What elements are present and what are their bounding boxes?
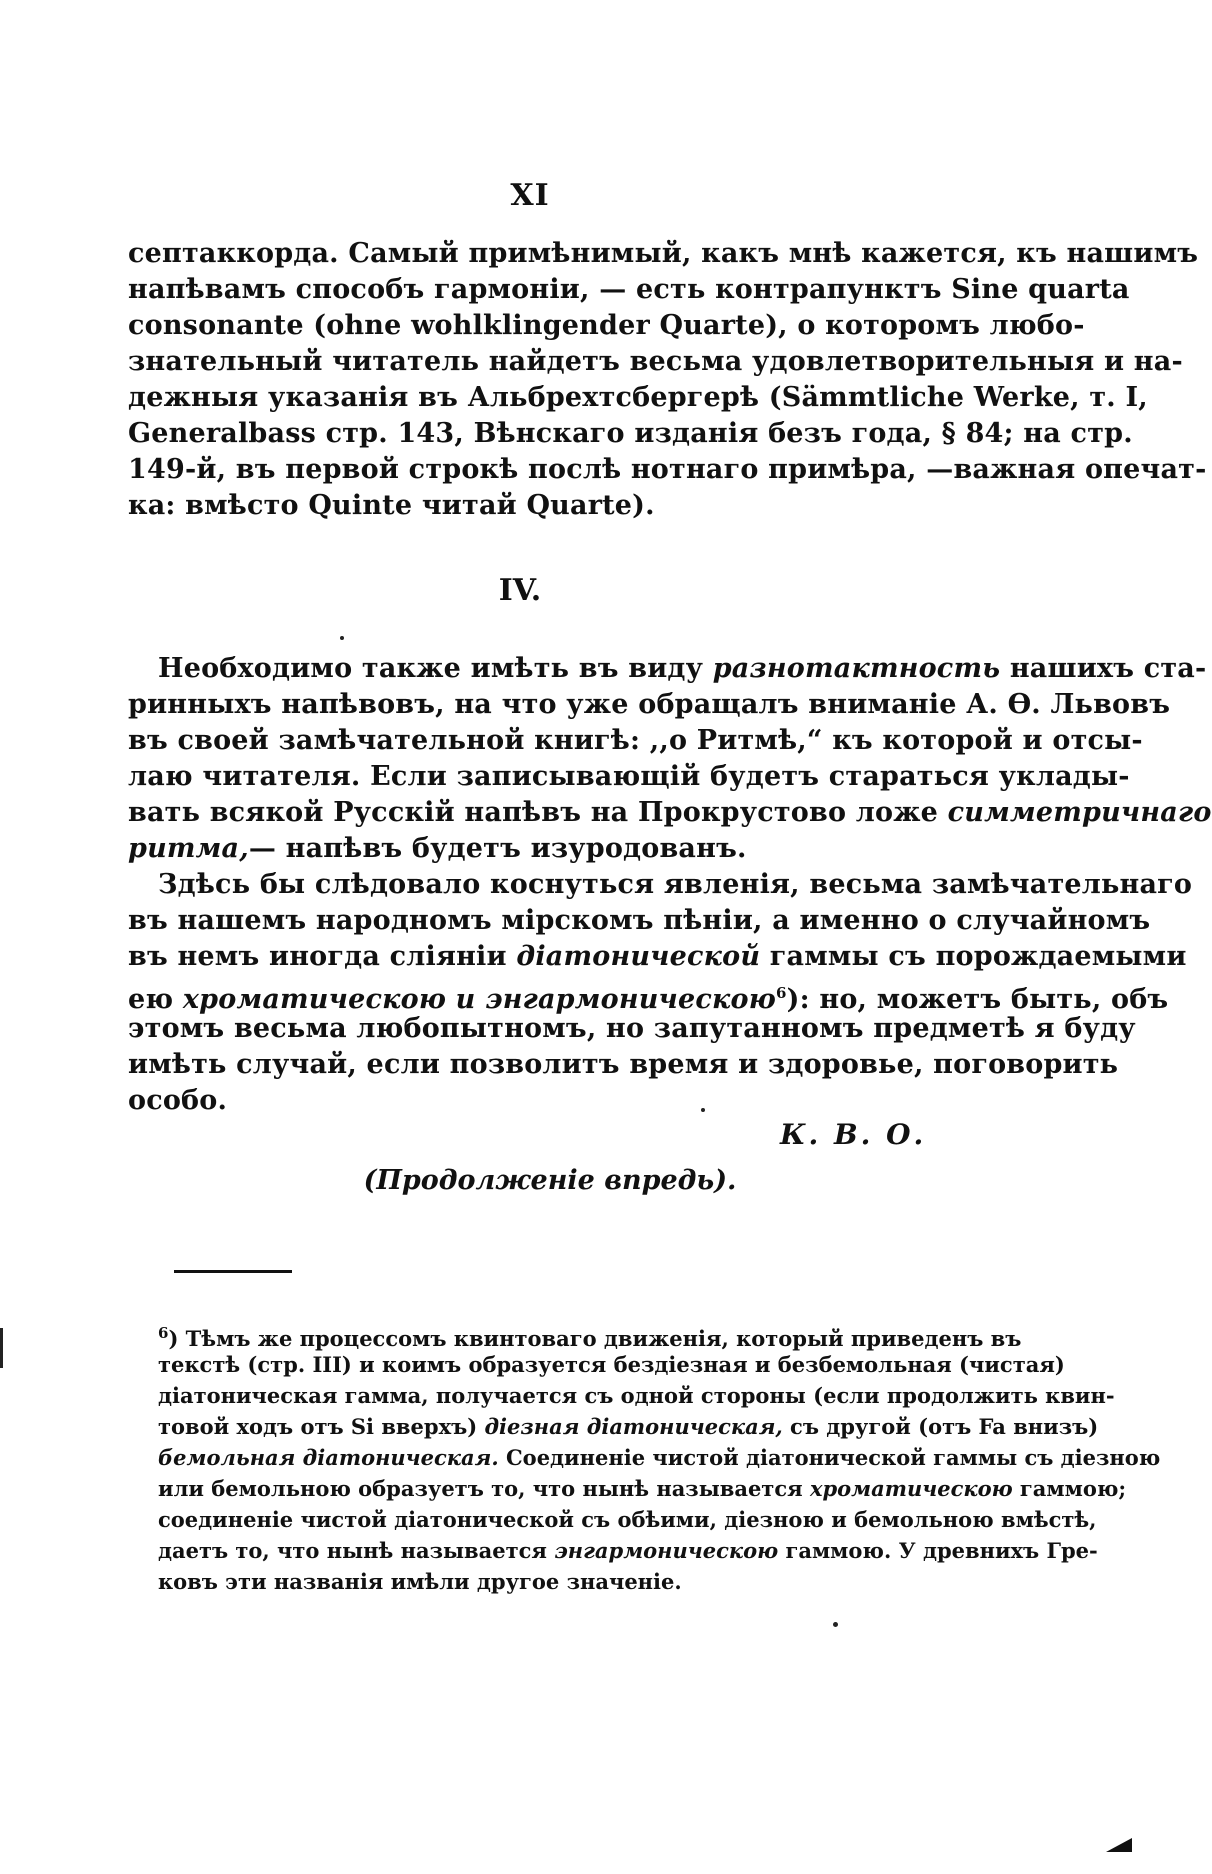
text-run: гаммы съ порождаемыми — [760, 941, 1187, 972]
text-run: даетъ то, что нынѣ называется — [158, 1538, 555, 1563]
author-signature: К. В. О. — [780, 1118, 927, 1151]
text-line: дежныя указанія въ Альбрехтсбергерѣ (Sämmtliche Werke, т. I, — [128, 382, 1148, 413]
italic-term: бемольная діатоническая. — [158, 1445, 499, 1470]
text-line — [128, 939, 1187, 975]
text-run: гаммою; — [1012, 1476, 1127, 1501]
text-run: нашихъ ста- — [1000, 653, 1207, 684]
text-run: ею — [128, 984, 183, 1015]
footnote-line: діатоническая гамма, получается съ одной стороны (если продолжить квин- — [158, 1383, 1115, 1408]
text-run: товой ходъ отъ Si вверхъ) — [158, 1414, 485, 1439]
text-line: ка: вмѣсто Quinte читай Quarte). — [128, 490, 655, 521]
text-run: ) Тѣмъ же процессомъ квинтоваго движенія, который приведенъ въ — [168, 1326, 1022, 1351]
footnote-line — [158, 1473, 1127, 1504]
text-line: consonante (ohne wohlklingender Quarte), о которомъ любо- — [128, 310, 1085, 341]
text-run: или бемольною образуетъ то, что нынѣ называется — [158, 1476, 810, 1501]
text-run: вать всякой Русскій напѣвъ на Прокрустово ложе — [128, 797, 948, 828]
paragraph-rhythm — [128, 651, 1212, 1119]
text-line: 149-й, въ первой строкѣ послѣ нотнаго примѣра, —важная опечат- — [128, 454, 1207, 485]
text-line: ринныхъ напѣвовъ, на что уже обращалъ вниманіе А. Ѳ. Львовъ — [128, 689, 1171, 720]
text-run: Соединеніе чистой діатонической гаммы съ діезною — [498, 1445, 1161, 1470]
text-line — [128, 831, 923, 867]
text-line — [128, 975, 1169, 1015]
text-run: гаммою. У древнихъ Гре- — [778, 1538, 1098, 1563]
footnote — [158, 1318, 1161, 1597]
text-line — [128, 795, 1212, 831]
text-run: ): но, можетъ быть, объ — [786, 984, 1169, 1015]
paragraph-contrapuntal — [128, 236, 1207, 524]
italic-term: хроматическою — [809, 1476, 1013, 1501]
page-number: XI — [510, 178, 550, 213]
italic-term: ритма, — [128, 833, 249, 864]
italic-term: діатонической — [516, 941, 761, 972]
footnote-line: текстѣ (стр. III) и коимъ образуется бездіезная и безбемольная (чистая) — [158, 1352, 1065, 1377]
text-line: имѣть случай, если позволитъ время и здоровье, поговорить — [128, 1049, 1119, 1080]
text-line: Generalbass стр. 143, Вѣнскаго изданія безъ года, § 84; на стр. — [128, 418, 1133, 449]
scan-speck — [701, 1108, 705, 1112]
footnote-line — [158, 1535, 1098, 1566]
italic-term: энгармоническою — [554, 1538, 779, 1563]
italic-term: разнотактность — [712, 653, 1001, 684]
footnote-line — [158, 1442, 1161, 1473]
footnote-line: соединеніе чистой діатонической съ обѣими, діезною и бемольною вмѣстѣ, — [158, 1507, 1097, 1532]
scan-speck — [833, 1622, 838, 1627]
text-line: напѣвамъ способъ гармоніи, — есть контрапунктъ Sine quarta — [128, 274, 1130, 305]
text-run: съ другой (отъ Fa внизъ) — [782, 1414, 1099, 1439]
text-run: — напѣвъ будетъ изуродованъ. — [248, 833, 747, 864]
text-line: въ своей замѣчательной книгѣ: ,,о Ритмѣ,“ къ которой и отсы- — [128, 725, 1143, 756]
italic-term: хроматическою и энгармоническою — [182, 984, 776, 1015]
italic-term: симметричнаго — [947, 797, 1212, 828]
text-line — [128, 651, 1207, 687]
text-run: Необходимо также имѣть въ виду — [158, 653, 713, 684]
italic-term: діезная діатоническая, — [484, 1414, 783, 1439]
text-line: Здѣсь бы слѣдовало коснуться явленія, весьма замѣчательнаго — [158, 869, 1193, 900]
text-line: въ нашемъ народномъ мірскомъ пѣніи, а именно о случайномъ — [128, 905, 1151, 936]
footnote-divider — [174, 1270, 292, 1273]
scan-speck — [340, 636, 344, 640]
text-line: септаккорда. Самый примѣнимый, какъ мнѣ кажется, къ нашимъ — [128, 238, 1199, 269]
text-line: лаю читателя. Если записывающій будетъ стараться уклады- — [128, 761, 1130, 792]
text-line: знательный читатель найдетъ весьма удовлетворительныя и на- — [128, 346, 1183, 377]
footnote-line: ковъ эти названія имѣли другое значеніе. — [158, 1569, 682, 1594]
page-corner-mark — [1106, 1838, 1132, 1852]
text-line: особо. — [128, 1085, 228, 1116]
footnote-marker: 6 — [158, 1324, 169, 1342]
footnote-line — [158, 1411, 1099, 1442]
text-line: этомъ весьма любопытномъ, но запутанномъ предметѣ я буду — [128, 1013, 1136, 1044]
text-run: въ немъ иногда сліяніи — [128, 941, 517, 972]
continued-note: (Продолженіе впредь). — [363, 1165, 737, 1196]
section-number: IV. — [498, 573, 542, 608]
footnote-reference[interactable]: 6 — [775, 984, 787, 1002]
scan-edge-mark — [0, 1328, 3, 1368]
footnote-line — [158, 1318, 1022, 1351]
